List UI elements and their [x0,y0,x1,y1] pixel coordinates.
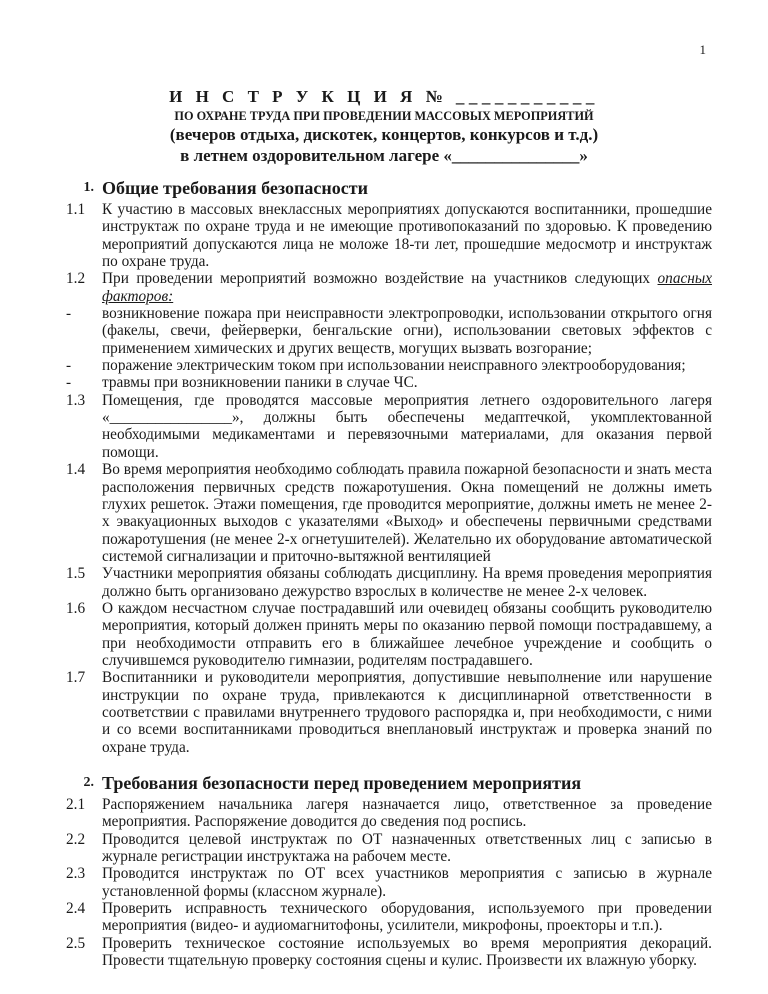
clause-text [102,669,712,756]
clause-text-body: Воспитанники и руководители мероприятия, допустившие невыполнение или нарушение инструкции по охране труда, привлекаются к дисциплинарной ответственности в соответствии с правилами внутреннего трудового распорядка и, при необходимости, с ними и со всеми воспитанниками проводиться внеплановый инструктаж и проверка знаний по охране труда. [102,669,712,756]
clause-text-body: При проведении мероприятий возможно воздействие на участников следующих [102,270,658,288]
clause-number: 2.2 [66,830,86,848]
document-title [0,86,768,108]
clause-text [102,865,712,900]
clause-text [102,935,712,970]
clause-item [66,270,712,305]
clause-text-body: травмы при возникновении паники в случае ЧС. [102,374,418,392]
bullet-item [66,357,712,374]
document-body [66,177,712,969]
clause-text [102,565,712,600]
clause-item [66,796,712,831]
clause-text [102,900,712,935]
clause-number: 2.5 [66,934,86,952]
clause-number: - [66,374,72,392]
section-number: 2. [83,775,94,790]
section-title: Требования безопасности перед проведением мероприятия [102,773,582,793]
clause-text-body: Проверить исправность технического оборудования, используемого при проведении мероприятия (видео- и аудиомагнитофоны, усилители, микрофоны, проекторы и т.п.). [102,900,712,935]
clause-number: - [66,357,72,375]
emphasis-punctuation: : [168,287,174,305]
clause-item [66,865,712,900]
camp-name-blank: _______________ [451,146,580,165]
clause-item [66,669,712,756]
document-camp-line [0,145,768,166]
clause-text [102,600,712,669]
camp-line-close: » [579,146,588,165]
clause-text [102,392,712,461]
clause-text-body: Распоряжением начальника лагеря назначается лицо, ответственное за проведение мероприятия. Распоряжение доводится до сведения под роспись. [102,796,712,831]
clause-text-body: Помещения, где проводятся массовые мероприятия летнего оздоровительного лагеря «________________», должны быть обеспечены медаптечкой, укомплектованной необходимыми медикаментами и перевязочными материалами, для оказания первой помощи. [102,391,712,461]
clause-text-body: поражение электрическим током при использовании неисправного электрооборудования; [102,357,686,375]
clause-number: 1.5 [66,565,86,583]
clause-number: 1.7 [66,669,86,687]
clause-number: 1.3 [66,391,86,409]
page-number: 1 [699,42,706,57]
clause-number: 2.1 [66,796,86,813]
clause-text-body: Проверить техническое состояние используемых во время мероприятия декораций. Провести тщательную проверку состояния сцены и кулис. Произвести их влажную уборку. [102,934,712,970]
clause-item [66,201,712,270]
clause-number: 1.1 [66,201,86,218]
clause-text-body: Во время мероприятия необходимо соблюдать правила пожарной безопасности и знать места расположения первичных средств пожаротушения. Окна помещений не должны иметь глухих решеток. Этажи помещения, где проводится мероприятие, должны иметь не менее 2-х эвакуационных выходов с указателями «Выход» и обеспечены первичными средствами пожаротушения (не менее 2-х огнетушителей). Желательно их оборудование автоматической системой сигнализации и приточно-вытяжной вентиляцией [102,461,712,565]
document-subtitle: ПО ОХРАНЕ ТРУДА ПРИ ПРОВЕДЕНИИ МАССОВЫХ МЕРОПРИЯТИЙ [174,109,594,123]
clause-number: 1.6 [66,599,86,617]
clause-number: - [66,305,72,323]
emphasis-text: опасных факторов [102,270,712,305]
clause-number: 2.4 [66,900,86,918]
bullet-item [66,374,712,391]
section-title: Общие требования безопасности [102,178,368,198]
section-heading [66,177,712,199]
document-header [0,86,768,166]
clause-item [66,935,712,970]
clause-text-body: Проводится целевой инструктаж по ОТ назначенных ответственных лиц с записью в журнале регистрации инструктажа на рабочем месте. [102,830,712,866]
clause-number: 1.2 [66,270,86,288]
clause-text [102,374,712,391]
clause-text [102,796,712,831]
clause-text [102,461,712,565]
clause-item [66,600,712,669]
clause-number: 2.3 [66,865,86,883]
camp-line-text: в летнем оздоровительном лагере « [180,146,452,165]
document-scope: (вечеров отдыха, дискотек, концертов, конкурсов и т.д.) [169,125,599,144]
clause-item [66,900,712,935]
clause-text [102,831,712,866]
clause-text [102,305,712,357]
clause-text [102,270,712,305]
clause-item [66,831,712,866]
clause-text-body: О каждом несчастном случае пострадавший или очевидец обязаны сообщить руководителю мероприятия, который должен принять меры по оказанию первой помощи пострадавшему, а при необходимости отправить его в ближайшее лечебное учреждение и сообщить о случившемся руководителю гимназии, родителям пострадавшего. [102,599,712,669]
clause-item [66,392,712,461]
clause-text-body: К участию в массовых внеклассных мероприятиях допускаются воспитанники, прошедшие инструктаж по охране труда и не имеющие противопоказаний по здоровью. К проведению мероприятий допускаются лица не моложе 18-ти лет, прошедшие медосмотр и инструктаж по охране труда. [102,201,712,271]
bullet-item [66,305,712,357]
title-number-blank: ___________ [455,87,599,106]
title-text: И Н С Т Р У К Ц И Я № [169,87,448,106]
clause-text [102,201,712,270]
clause-number: 1.4 [66,461,86,479]
section-heading [66,772,712,794]
clause-text [102,357,712,374]
clause-text-body: Участники мероприятия обязаны соблюдать дисциплину. На время проведения мероприятия должно быть организовано дежурство взрослых в количестве не менее 2-х человек. [102,565,712,600]
clause-text-body: возникновение пожара при неисправности электропроводки, использовании открытого огня (факелы, свечи, фейерверки, бенгальские огни), использовании световых эффектов с применением химических и других веществ, могущих вызвать возгорание; [102,305,712,357]
clause-item [66,461,712,565]
section-number: 1. [83,180,94,195]
clause-text-body: Проводится инструктаж по ОТ всех участников мероприятия с записью в журнале установленной формы (классном журнале). [102,865,712,900]
clause-item [66,565,712,600]
